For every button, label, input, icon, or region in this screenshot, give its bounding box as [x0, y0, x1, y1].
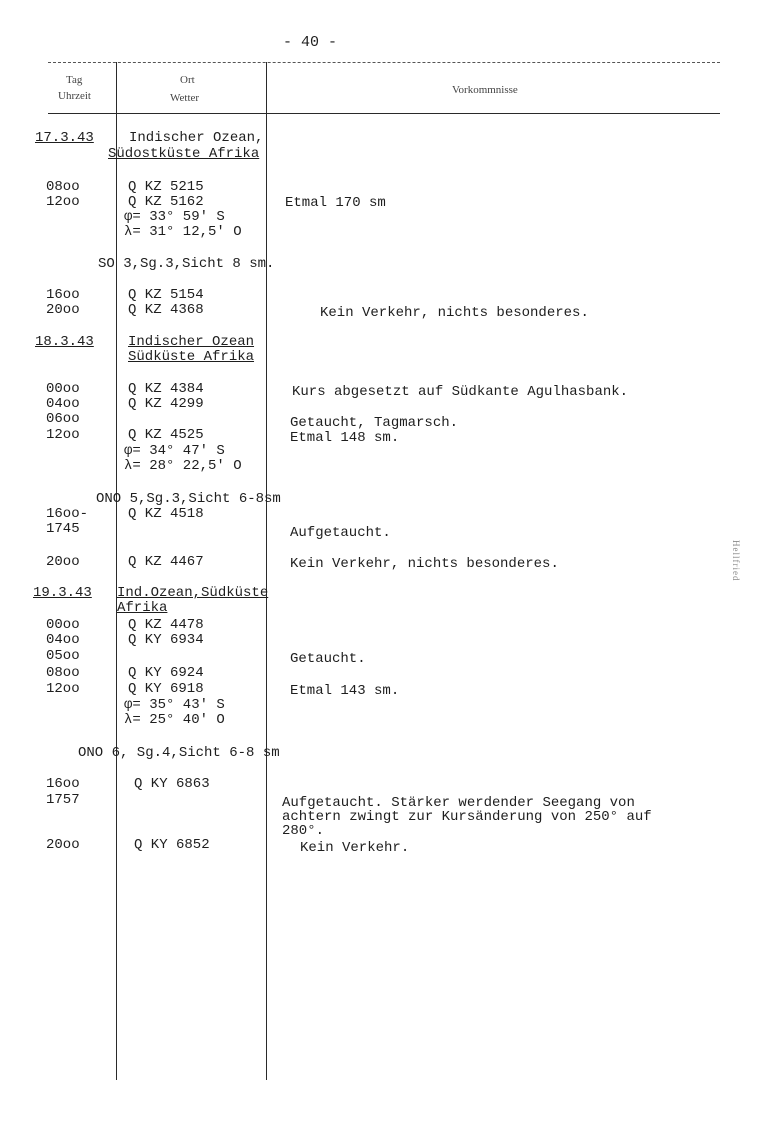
header-wetter: Wetter	[170, 92, 200, 104]
position-cell: Q KZ 4478	[128, 617, 204, 633]
place-line1: Ind.Ozean,Südküste	[117, 585, 269, 601]
place-line2: Afrika	[117, 600, 168, 616]
longitude-cell: λ= 31° 12,5' O	[124, 224, 242, 240]
time-cell: 16oo-	[46, 506, 89, 522]
time-cell: 1745	[46, 521, 80, 537]
position-cell: Q KZ 4384	[128, 381, 204, 397]
position-cell: Q KZ 4518	[128, 506, 204, 522]
event-cell: Getaucht.	[290, 651, 366, 667]
time-cell: 04oo	[46, 396, 80, 412]
position-cell: Q KY 6863	[134, 776, 210, 792]
position-cell: Q KY 6852	[134, 837, 210, 853]
event-cell: Aufgetaucht. Stärker werdender Seegang von	[282, 795, 635, 811]
position-cell: Q KZ 4467	[128, 554, 204, 570]
header-vorkommnisse: Vorkommnisse	[452, 84, 518, 96]
event-cell: Etmal 170 sm	[285, 195, 386, 211]
event-cell: Kurs abgesetzt auf Südkante Agulhasbank.	[292, 384, 629, 400]
time-cell: 16oo	[46, 776, 80, 792]
time-cell: 00oo	[46, 617, 80, 633]
event-cell: Etmal 143 sm.	[290, 683, 400, 699]
weather-cell: ONO 5,Sg.3,Sicht 6-8sm	[96, 491, 281, 507]
header-uhrzeit: Uhrzeit	[58, 90, 91, 102]
time-cell: 20oo	[46, 837, 80, 853]
time-cell: 05oo	[46, 648, 80, 664]
place-line2: Südküste Afrika	[128, 349, 255, 365]
position-cell: Q KY 6934	[128, 632, 204, 648]
event-cell: Etmal 148 sm.	[290, 430, 400, 446]
latitude-cell: φ= 34° 47' S	[124, 443, 225, 459]
time-cell: 1757	[46, 792, 80, 808]
column-divider-1	[116, 62, 117, 1080]
weather-cell: SO 3,Sg.3,Sicht 8 sm.	[98, 256, 275, 272]
time-cell: 08oo	[46, 665, 80, 681]
position-cell: Q KZ 5215	[128, 179, 204, 195]
place-line1: Indischer Ozean	[128, 334, 255, 350]
time-cell: 20oo	[46, 554, 80, 570]
event-cell: Kein Verkehr, nichts besonderes.	[290, 556, 559, 572]
time-cell: 08oo	[46, 179, 80, 195]
place-line1: Indischer Ozean,	[129, 130, 264, 146]
header-ort: Ort	[180, 74, 195, 86]
position-cell: Q KY 6924	[128, 665, 204, 681]
margin-stamp: Hellfried	[731, 540, 741, 582]
position-cell: Q KZ 5162	[128, 194, 204, 210]
time-cell: 16oo	[46, 287, 80, 303]
longitude-cell: λ= 25° 40' O	[124, 712, 225, 728]
time-cell: 00oo	[46, 381, 80, 397]
time-cell: 12oo	[46, 194, 80, 210]
place-line2: Südostküste Afrika	[108, 146, 260, 162]
column-divider-2	[266, 62, 267, 1080]
date-17-3-43: 17.3.43	[35, 130, 94, 146]
latitude-cell: φ= 33° 59' S	[124, 209, 225, 225]
position-cell: Q KZ 4299	[128, 396, 204, 412]
position-cell: Q KZ 4525	[128, 427, 204, 443]
date-19-3-43: 19.3.43	[33, 585, 92, 601]
event-cell: achtern zwingt zur Kursänderung von 250° auf	[282, 809, 652, 825]
header-tag: Tag	[66, 74, 83, 86]
event-cell: Aufgetaucht.	[290, 525, 391, 541]
latitude-cell: φ= 35° 43' S	[124, 697, 225, 713]
time-cell: 20oo	[46, 302, 80, 318]
time-cell: 04oo	[46, 632, 80, 648]
position-cell: Q KZ 5154	[128, 287, 204, 303]
event-cell: Kein Verkehr, nichts besonderes.	[320, 305, 589, 321]
longitude-cell: λ= 28° 22,5' O	[124, 458, 242, 474]
time-cell: 12oo	[46, 427, 80, 443]
position-cell: Q KZ 4368	[128, 302, 204, 318]
time-cell: 06oo	[46, 411, 80, 427]
weather-cell: ONO 6, Sg.4,Sicht 6-8 sm	[78, 745, 280, 761]
position-cell: Q KY 6918	[128, 681, 204, 697]
event-cell: Getaucht, Tagmarsch.	[290, 415, 459, 431]
header-bottom-rule	[48, 113, 720, 114]
header-top-rule	[48, 62, 720, 63]
date-18-3-43: 18.3.43	[35, 334, 94, 350]
event-cell: Kein Verkehr.	[300, 840, 410, 856]
time-cell: 12oo	[46, 681, 80, 697]
page-number: - 40 -	[283, 34, 338, 51]
event-cell: 280°.	[282, 823, 325, 839]
